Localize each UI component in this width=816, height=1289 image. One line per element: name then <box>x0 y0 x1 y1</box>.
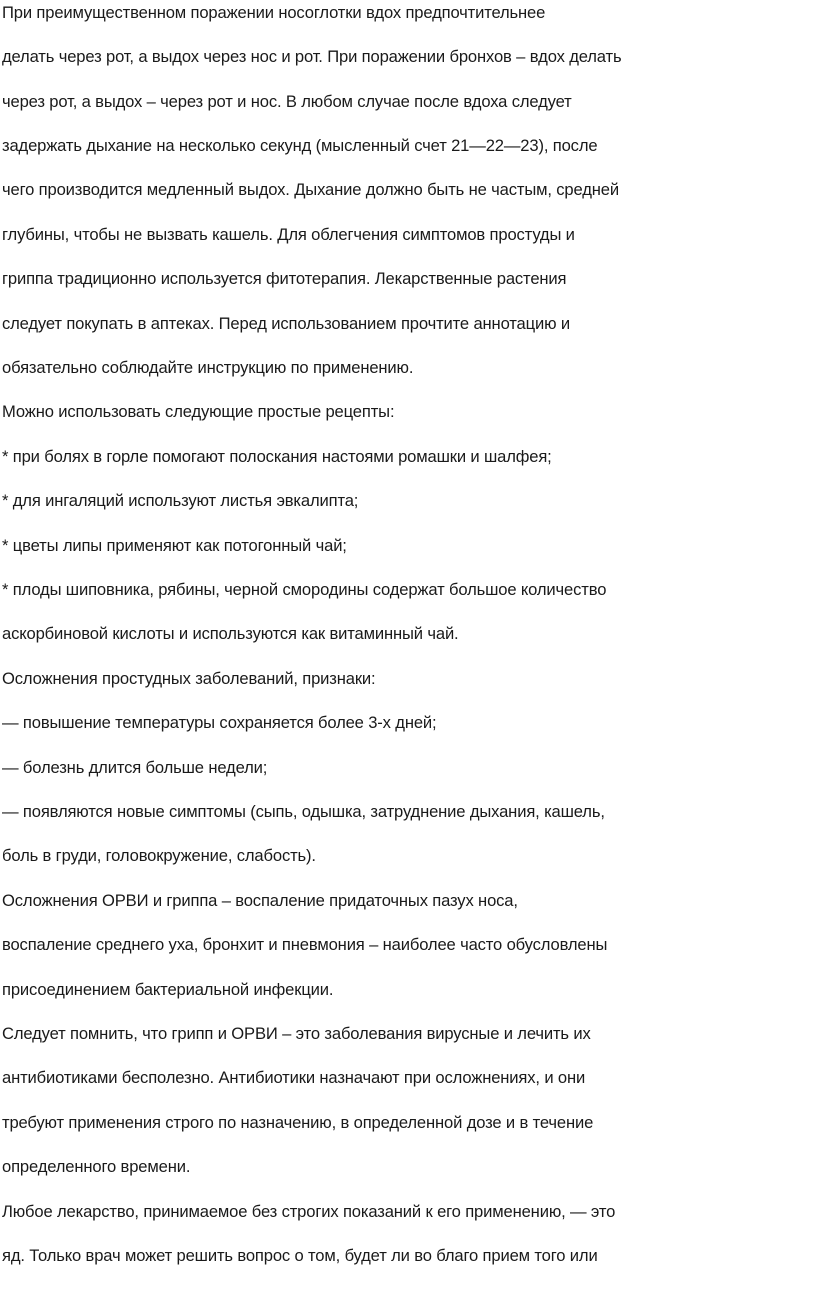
text-line: боль в груди, головокружение, слабость). <box>2 846 316 865</box>
text-line: обязательно соблюдайте инструкцию по применению. <box>2 358 414 377</box>
list-item: — повышение температуры сохраняется более 3-х дней; <box>2 713 437 732</box>
list-item: — появляются новые симптомы (сыпь, одышка, затруднение дыхания, кашель, <box>2 802 605 821</box>
text-line: требуют применения строго по назначению, в определенной дозе и в течение <box>2 1113 594 1132</box>
text-line: Осложнения ОРВИ и гриппа – воспаление придаточных пазух носа, <box>2 891 518 910</box>
text-line: определенного времени. <box>2 1157 191 1176</box>
list-item: * плоды шиповника, рябины, черной смородины содержат большое количество <box>2 580 607 599</box>
text-line: Следует помнить, что грипп и ОРВИ – это заболевания вирусные и лечить их <box>2 1024 591 1043</box>
text-line: делать через рот, а выдох через нос и рот. При поражении бронхов – вдох делать <box>2 47 622 66</box>
list-item: * цветы липы применяют как потогонный чай; <box>2 536 347 555</box>
text-line: Любое лекарство, принимаемое без строгих показаний к его применению, — это <box>2 1202 616 1221</box>
text-line: через рот, а выдох – через рот и нос. В любом случае после вдоха следует <box>2 92 572 111</box>
text-line: яд. Только врач может решить вопрос о том, будет ли во благо прием того или <box>2 1246 598 1265</box>
text-line: Осложнения простудных заболеваний, признаки: <box>2 669 376 688</box>
text-line: задержать дыхание на несколько секунд (мысленный счет 21—22—23), после <box>2 136 598 155</box>
text-line: воспаление среднего уха, бронхит и пневмония – наиболее часто обусловлены <box>2 935 608 954</box>
text-line: аскорбиновой кислоты и используются как витаминный чай. <box>2 624 459 643</box>
list-item: * для ингаляций используют листья эвкалипта; <box>2 491 359 510</box>
text-line: При преимущественном поражении носоглотки вдох предпочтительнее <box>2 3 546 22</box>
list-item: * при болях в горле помогают полоскания настоями ромашки и шалфея; <box>2 447 552 466</box>
text-line: присоединением бактериальной инфекции. <box>2 980 334 999</box>
text-line: Можно использовать следующие простые рецепты: <box>2 402 395 421</box>
text-line: глубины, чтобы не вызвать кашель. Для облегчения симптомов простуды и <box>2 225 575 244</box>
text-line: следует покупать в аптеках. Перед использованием прочтите аннотацию и <box>2 314 570 333</box>
text-line: чего производится медленный выдох. Дыхание должно быть не частым, средней <box>2 180 619 199</box>
text-line: гриппа традиционно используется фитотерапия. Лекарственные растения <box>2 269 567 288</box>
list-item: — болезнь длится больше недели; <box>2 758 268 777</box>
text-line: антибиотиками бесполезно. Антибиотики назначают при осложнениях, и они <box>2 1068 586 1087</box>
